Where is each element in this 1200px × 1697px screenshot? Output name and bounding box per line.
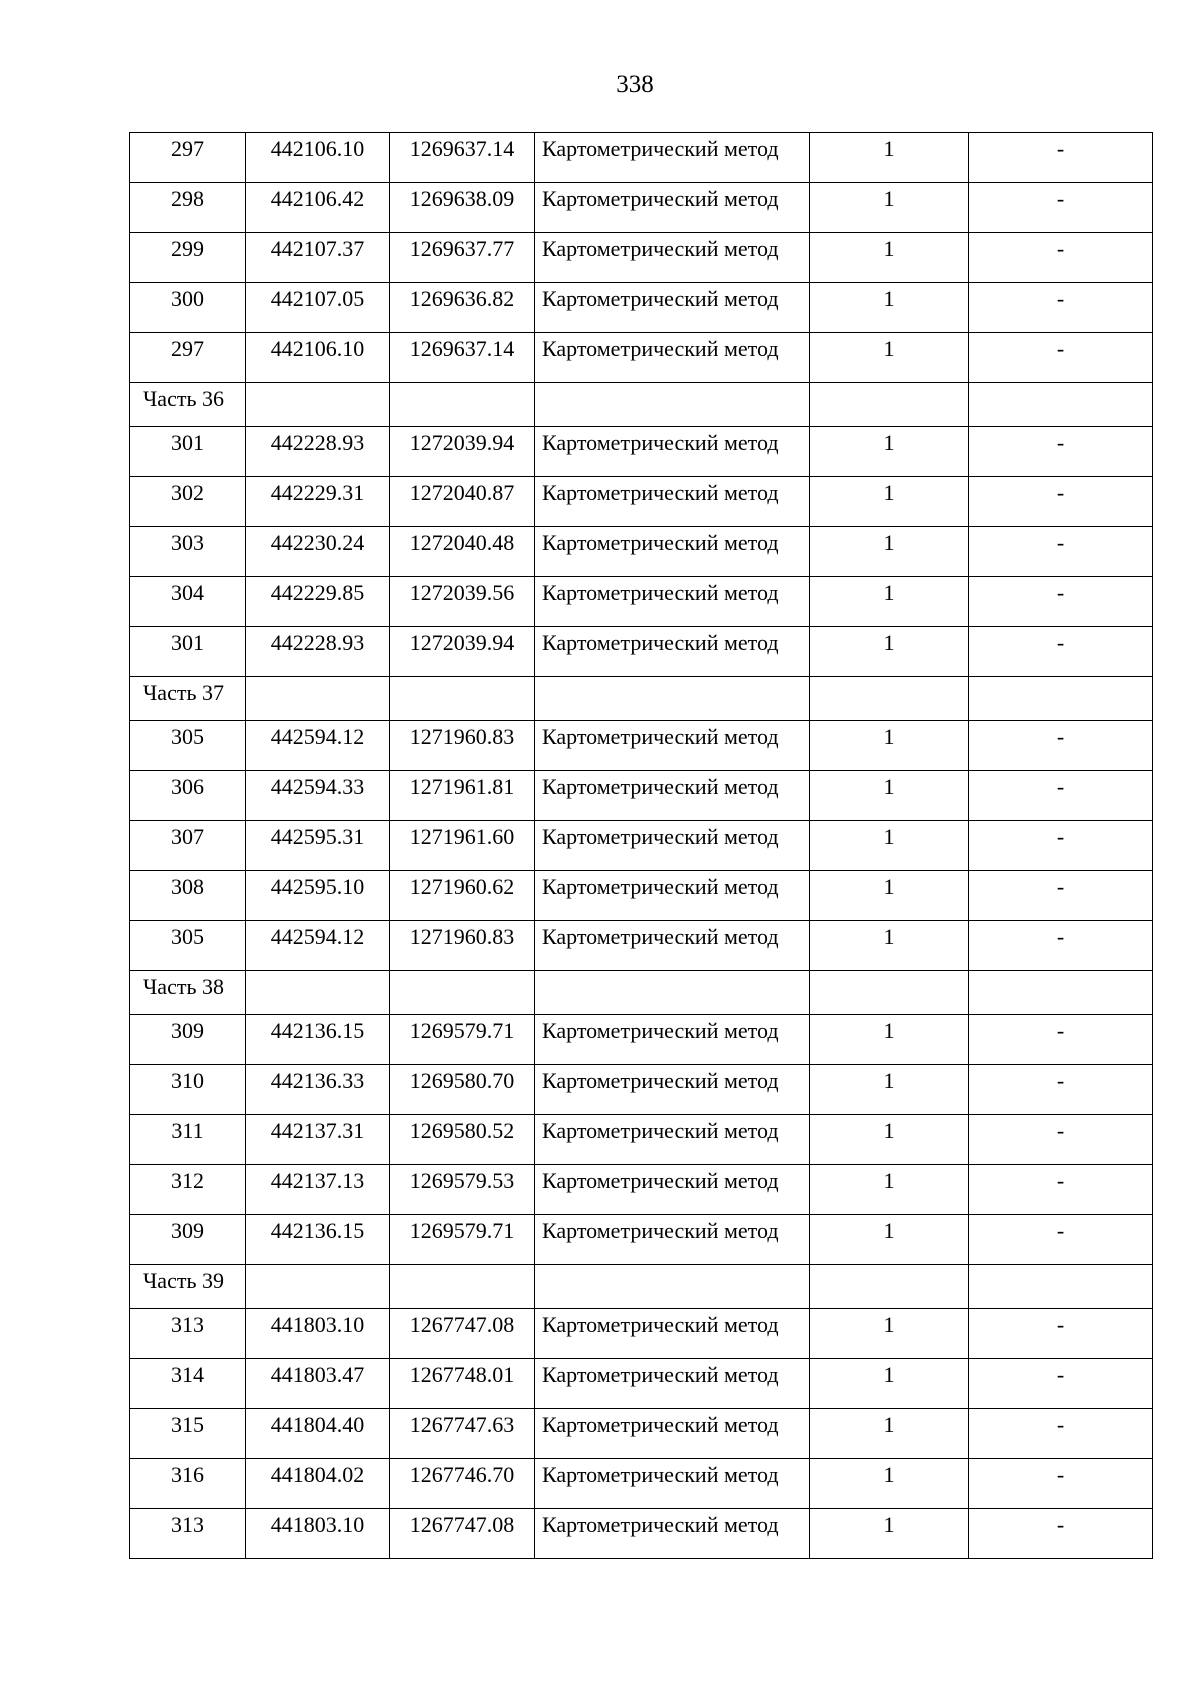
page-number: 338 bbox=[616, 71, 654, 98]
note-cell: - bbox=[969, 1409, 1153, 1459]
y-coordinate-cell: 1272039.56 bbox=[390, 577, 535, 627]
point-number-cell: 305 bbox=[130, 721, 246, 771]
y-coordinate-cell: 1269636.82 bbox=[390, 283, 535, 333]
method-cell: Картометрический метод bbox=[535, 133, 810, 183]
method-cell: Картометрический метод bbox=[535, 1115, 810, 1165]
x-coordinate-cell: 442229.31 bbox=[246, 477, 390, 527]
table-row bbox=[130, 1359, 1153, 1409]
accuracy-cell: 1 bbox=[810, 527, 969, 577]
table-row bbox=[130, 1409, 1153, 1459]
x-coordinate-cell: 442136.15 bbox=[246, 1215, 390, 1265]
method-cell: Картометрический метод bbox=[535, 921, 810, 971]
point-number-cell: 297 bbox=[130, 333, 246, 383]
accuracy-cell: 1 bbox=[810, 577, 969, 627]
table-row bbox=[130, 1509, 1153, 1559]
empty-cell bbox=[810, 1265, 969, 1309]
method-cell: Картометрический метод bbox=[535, 1215, 810, 1265]
table-row bbox=[130, 477, 1153, 527]
accuracy-cell: 1 bbox=[810, 627, 969, 677]
point-number-cell: 307 bbox=[130, 821, 246, 871]
point-number-cell: 313 bbox=[130, 1309, 246, 1359]
table-row bbox=[130, 1309, 1153, 1359]
table-row bbox=[130, 627, 1153, 677]
method-cell: Картометрический метод bbox=[535, 1509, 810, 1559]
accuracy-cell: 1 bbox=[810, 477, 969, 527]
method-cell: Картометрический метод bbox=[535, 283, 810, 333]
table-row bbox=[130, 427, 1153, 477]
accuracy-cell: 1 bbox=[810, 821, 969, 871]
accuracy-cell: 1 bbox=[810, 721, 969, 771]
y-coordinate-cell: 1269580.52 bbox=[390, 1115, 535, 1165]
accuracy-cell: 1 bbox=[810, 1409, 969, 1459]
point-number-cell: 309 bbox=[130, 1015, 246, 1065]
x-coordinate-cell: 442106.42 bbox=[246, 183, 390, 233]
table-body bbox=[130, 133, 1153, 1559]
note-cell: - bbox=[969, 133, 1153, 183]
x-coordinate-cell: 441803.10 bbox=[246, 1309, 390, 1359]
point-number-cell: 306 bbox=[130, 771, 246, 821]
x-coordinate-cell: 442106.10 bbox=[246, 133, 390, 183]
point-number-cell: 299 bbox=[130, 233, 246, 283]
table-row bbox=[130, 1065, 1153, 1115]
y-coordinate-cell: 1271961.81 bbox=[390, 771, 535, 821]
note-cell: - bbox=[969, 627, 1153, 677]
method-cell: Картометрический метод bbox=[535, 527, 810, 577]
method-cell: Картометрический метод bbox=[535, 577, 810, 627]
x-coordinate-cell: 441804.02 bbox=[246, 1459, 390, 1509]
accuracy-cell: 1 bbox=[810, 1115, 969, 1165]
part-label-cell: Часть 38 bbox=[130, 971, 246, 1015]
x-coordinate-cell: 442136.15 bbox=[246, 1015, 390, 1065]
method-cell: Картометрический метод bbox=[535, 821, 810, 871]
empty-cell bbox=[969, 383, 1153, 427]
method-cell: Картометрический метод bbox=[535, 1065, 810, 1115]
method-cell: Картометрический метод bbox=[535, 871, 810, 921]
part-label-cell: Часть 37 bbox=[130, 677, 246, 721]
empty-cell bbox=[535, 383, 810, 427]
part-header-row bbox=[130, 1265, 1153, 1309]
method-cell: Картометрический метод bbox=[535, 1015, 810, 1065]
point-number-cell: 310 bbox=[130, 1065, 246, 1115]
point-number-cell: 301 bbox=[130, 627, 246, 677]
method-cell: Картометрический метод bbox=[535, 1309, 810, 1359]
accuracy-cell: 1 bbox=[810, 1065, 969, 1115]
part-header-row bbox=[130, 677, 1153, 721]
table-row bbox=[130, 921, 1153, 971]
note-cell: - bbox=[969, 1215, 1153, 1265]
y-coordinate-cell: 1269638.09 bbox=[390, 183, 535, 233]
method-cell: Картометрический метод bbox=[535, 1359, 810, 1409]
method-cell: Картометрический метод bbox=[535, 1459, 810, 1509]
note-cell: - bbox=[969, 577, 1153, 627]
empty-cell bbox=[390, 383, 535, 427]
y-coordinate-cell: 1271960.83 bbox=[390, 721, 535, 771]
note-cell: - bbox=[969, 427, 1153, 477]
note-cell: - bbox=[969, 527, 1153, 577]
empty-cell bbox=[246, 677, 390, 721]
table-row bbox=[130, 1115, 1153, 1165]
part-header-row bbox=[130, 383, 1153, 427]
y-coordinate-cell: 1269637.77 bbox=[390, 233, 535, 283]
x-coordinate-cell: 442229.85 bbox=[246, 577, 390, 627]
point-number-cell: 315 bbox=[130, 1409, 246, 1459]
note-cell: - bbox=[969, 183, 1153, 233]
x-coordinate-cell: 442228.93 bbox=[246, 427, 390, 477]
point-number-cell: 305 bbox=[130, 921, 246, 971]
table-row bbox=[130, 527, 1153, 577]
note-cell: - bbox=[969, 1065, 1153, 1115]
y-coordinate-cell: 1267748.01 bbox=[390, 1359, 535, 1409]
accuracy-cell: 1 bbox=[810, 1165, 969, 1215]
y-coordinate-cell: 1272039.94 bbox=[390, 427, 535, 477]
part-header-row bbox=[130, 971, 1153, 1015]
table-row bbox=[130, 821, 1153, 871]
note-cell: - bbox=[969, 1165, 1153, 1215]
y-coordinate-cell: 1267747.08 bbox=[390, 1509, 535, 1559]
y-coordinate-cell: 1271960.62 bbox=[390, 871, 535, 921]
empty-cell bbox=[390, 1265, 535, 1309]
point-number-cell: 316 bbox=[130, 1459, 246, 1509]
empty-cell bbox=[969, 677, 1153, 721]
empty-cell bbox=[969, 1265, 1153, 1309]
y-coordinate-cell: 1272040.87 bbox=[390, 477, 535, 527]
note-cell: - bbox=[969, 233, 1153, 283]
accuracy-cell: 1 bbox=[810, 1359, 969, 1409]
note-cell: - bbox=[969, 1509, 1153, 1559]
point-number-cell: 314 bbox=[130, 1359, 246, 1409]
table-row bbox=[130, 183, 1153, 233]
note-cell: - bbox=[969, 477, 1153, 527]
table-row bbox=[130, 871, 1153, 921]
x-coordinate-cell: 442137.31 bbox=[246, 1115, 390, 1165]
y-coordinate-cell: 1271961.60 bbox=[390, 821, 535, 871]
y-coordinate-cell: 1271960.83 bbox=[390, 921, 535, 971]
y-coordinate-cell: 1269579.71 bbox=[390, 1015, 535, 1065]
y-coordinate-cell: 1269579.71 bbox=[390, 1215, 535, 1265]
method-cell: Картометрический метод bbox=[535, 627, 810, 677]
y-coordinate-cell: 1269637.14 bbox=[390, 333, 535, 383]
y-coordinate-cell: 1267747.08 bbox=[390, 1309, 535, 1359]
note-cell: - bbox=[969, 1309, 1153, 1359]
accuracy-cell: 1 bbox=[810, 771, 969, 821]
note-cell: - bbox=[969, 333, 1153, 383]
point-number-cell: 298 bbox=[130, 183, 246, 233]
method-cell: Картометрический метод bbox=[535, 1409, 810, 1459]
accuracy-cell: 1 bbox=[810, 333, 969, 383]
x-coordinate-cell: 442228.93 bbox=[246, 627, 390, 677]
empty-cell bbox=[810, 677, 969, 721]
note-cell: - bbox=[969, 771, 1153, 821]
table-row bbox=[130, 283, 1153, 333]
point-number-cell: 301 bbox=[130, 427, 246, 477]
x-coordinate-cell: 442594.33 bbox=[246, 771, 390, 821]
part-label-cell: Часть 36 bbox=[130, 383, 246, 427]
x-coordinate-cell: 442594.12 bbox=[246, 721, 390, 771]
y-coordinate-cell: 1269579.53 bbox=[390, 1165, 535, 1215]
x-coordinate-cell: 442595.10 bbox=[246, 871, 390, 921]
table-row bbox=[130, 233, 1153, 283]
note-cell: - bbox=[969, 1115, 1153, 1165]
point-number-cell: 312 bbox=[130, 1165, 246, 1215]
accuracy-cell: 1 bbox=[810, 283, 969, 333]
y-coordinate-cell: 1267746.70 bbox=[390, 1459, 535, 1509]
point-number-cell: 309 bbox=[130, 1215, 246, 1265]
table-row bbox=[130, 333, 1153, 383]
point-number-cell: 308 bbox=[130, 871, 246, 921]
empty-cell bbox=[535, 1265, 810, 1309]
note-cell: - bbox=[969, 721, 1153, 771]
part-label-cell: Часть 39 bbox=[130, 1265, 246, 1309]
method-cell: Картометрический метод bbox=[535, 721, 810, 771]
accuracy-cell: 1 bbox=[810, 133, 969, 183]
y-coordinate-cell: 1272039.94 bbox=[390, 627, 535, 677]
accuracy-cell: 1 bbox=[810, 1309, 969, 1359]
point-number-cell: 311 bbox=[130, 1115, 246, 1165]
accuracy-cell: 1 bbox=[810, 233, 969, 283]
x-coordinate-cell: 442136.33 bbox=[246, 1065, 390, 1115]
empty-cell bbox=[246, 383, 390, 427]
accuracy-cell: 1 bbox=[810, 1509, 969, 1559]
empty-cell bbox=[810, 971, 969, 1015]
empty-cell bbox=[810, 383, 969, 427]
x-coordinate-cell: 442107.37 bbox=[246, 233, 390, 283]
y-coordinate-cell: 1269637.14 bbox=[390, 133, 535, 183]
method-cell: Картометрический метод bbox=[535, 183, 810, 233]
empty-cell bbox=[246, 971, 390, 1015]
accuracy-cell: 1 bbox=[810, 1215, 969, 1265]
note-cell: - bbox=[969, 921, 1153, 971]
x-coordinate-cell: 441803.47 bbox=[246, 1359, 390, 1409]
x-coordinate-cell: 442137.13 bbox=[246, 1165, 390, 1215]
table-row bbox=[130, 577, 1153, 627]
method-cell: Картометрический метод bbox=[535, 233, 810, 283]
accuracy-cell: 1 bbox=[810, 1459, 969, 1509]
y-coordinate-cell: 1267747.63 bbox=[390, 1409, 535, 1459]
point-number-cell: 300 bbox=[130, 283, 246, 333]
x-coordinate-cell: 441803.10 bbox=[246, 1509, 390, 1559]
note-cell: - bbox=[969, 1015, 1153, 1065]
method-cell: Картометрический метод bbox=[535, 427, 810, 477]
accuracy-cell: 1 bbox=[810, 427, 969, 477]
table-row bbox=[130, 1015, 1153, 1065]
y-coordinate-cell: 1269580.70 bbox=[390, 1065, 535, 1115]
empty-cell bbox=[390, 971, 535, 1015]
point-number-cell: 302 bbox=[130, 477, 246, 527]
y-coordinate-cell: 1272040.48 bbox=[390, 527, 535, 577]
table-row bbox=[130, 721, 1153, 771]
note-cell: - bbox=[969, 1359, 1153, 1409]
point-number-cell: 304 bbox=[130, 577, 246, 627]
table-row bbox=[130, 133, 1153, 183]
accuracy-cell: 1 bbox=[810, 871, 969, 921]
x-coordinate-cell: 442595.31 bbox=[246, 821, 390, 871]
coordinates-table bbox=[129, 132, 1153, 1559]
note-cell: - bbox=[969, 283, 1153, 333]
point-number-cell: 313 bbox=[130, 1509, 246, 1559]
point-number-cell: 303 bbox=[130, 527, 246, 577]
x-coordinate-cell: 442106.10 bbox=[246, 333, 390, 383]
method-cell: Картометрический метод bbox=[535, 333, 810, 383]
empty-cell bbox=[535, 971, 810, 1015]
note-cell: - bbox=[969, 871, 1153, 921]
accuracy-cell: 1 bbox=[810, 921, 969, 971]
empty-cell bbox=[969, 971, 1153, 1015]
method-cell: Картометрический метод bbox=[535, 477, 810, 527]
x-coordinate-cell: 441804.40 bbox=[246, 1409, 390, 1459]
empty-cell bbox=[390, 677, 535, 721]
table-row bbox=[130, 771, 1153, 821]
table-row bbox=[130, 1459, 1153, 1509]
table-row bbox=[130, 1215, 1153, 1265]
accuracy-cell: 1 bbox=[810, 183, 969, 233]
accuracy-cell: 1 bbox=[810, 1015, 969, 1065]
empty-cell bbox=[246, 1265, 390, 1309]
x-coordinate-cell: 442230.24 bbox=[246, 527, 390, 577]
method-cell: Картометрический метод bbox=[535, 1165, 810, 1215]
note-cell: - bbox=[969, 1459, 1153, 1509]
note-cell: - bbox=[969, 821, 1153, 871]
table-row bbox=[130, 1165, 1153, 1215]
x-coordinate-cell: 442107.05 bbox=[246, 283, 390, 333]
method-cell: Картометрический метод bbox=[535, 771, 810, 821]
x-coordinate-cell: 442594.12 bbox=[246, 921, 390, 971]
empty-cell bbox=[535, 677, 810, 721]
point-number-cell: 297 bbox=[130, 133, 246, 183]
